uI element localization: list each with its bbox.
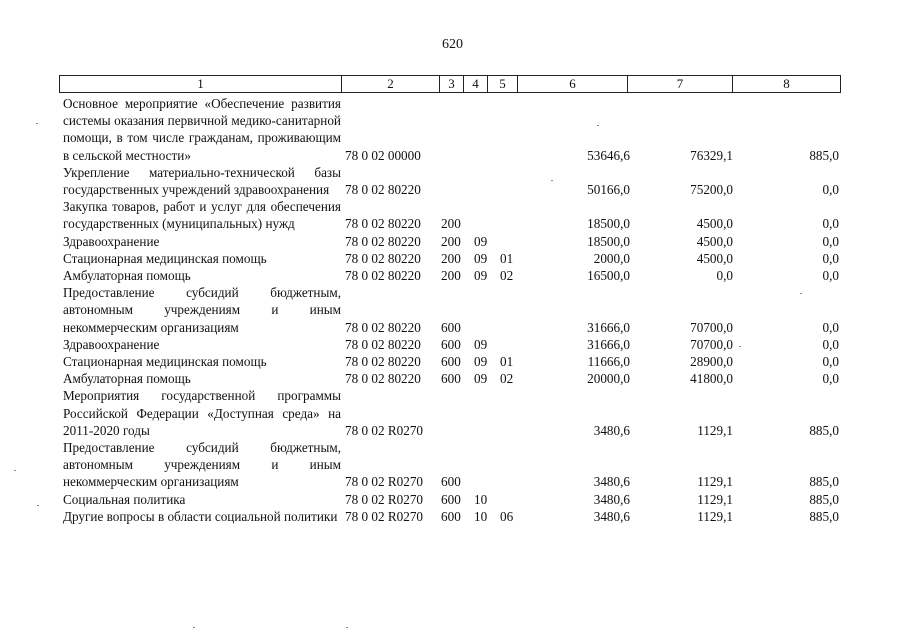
table-row (59, 233, 841, 250)
row-description: Другие вопросы в области социальной политики (63, 508, 338, 524)
table-row (59, 439, 841, 491)
subsection: 02 (500, 268, 514, 284)
amount-col-7: 4500,0 (696, 233, 733, 249)
subsection: 01 (500, 250, 514, 266)
budget-code: 78 0 02 00000 (345, 147, 421, 163)
amount-col-7: 4500,0 (696, 216, 733, 232)
row-description: Предоставление субсидий бюджетным, автономным учреждениям и иным некоммерческим организациям (63, 440, 341, 490)
section: 09 (474, 371, 488, 387)
row-description: Предоставление субсидий бюджетным, автономным учреждениям и иным некоммерческим организациям (63, 285, 341, 335)
table-body (59, 95, 841, 525)
table-row (59, 198, 841, 232)
amount-col-8: 0,0 (822, 233, 839, 249)
budget-code: 78 0 02 R0270 (345, 508, 424, 524)
amount-col-7: 75200,0 (690, 182, 733, 198)
table-row (59, 336, 841, 353)
amount-col-8: 0,0 (822, 182, 839, 198)
row-description: Социальная политика (63, 491, 186, 507)
header-col-1: 1 (60, 76, 342, 92)
amount-col-8: 0,0 (822, 268, 839, 284)
amount-col-8: 0,0 (822, 216, 839, 232)
row-description: Амбулаторная помощь (63, 268, 191, 284)
header-col-6: 6 (518, 76, 628, 92)
subsection: 01 (500, 354, 514, 370)
scan-speck (739, 346, 741, 347)
amount-col-8: 0,0 (822, 371, 839, 387)
expense-type: 600 (441, 508, 461, 524)
table-row (59, 370, 841, 387)
amount-col-8: 885,0 (809, 491, 839, 507)
amount-col-6: 18500,0 (587, 233, 630, 249)
subsection: 06 (500, 508, 514, 524)
page-number: 620 (442, 37, 463, 52)
amount-col-7: 1129,1 (697, 474, 733, 490)
budget-code: 78 0 02 80220 (345, 182, 421, 198)
header-col-3: 3 (440, 76, 464, 92)
table-row (59, 508, 841, 525)
scan-speck (37, 505, 39, 506)
expense-type: 200 (441, 216, 461, 232)
expense-type: 600 (441, 319, 461, 335)
section: 09 (474, 250, 488, 266)
expense-type: 200 (441, 250, 461, 266)
row-description: Мероприятия государственной программы Российской Федерации «Доступная среда» на 2011-2020 годы (63, 388, 341, 438)
expense-type: 200 (441, 233, 461, 249)
amount-col-6: 2000,0 (593, 250, 630, 266)
table-row (59, 250, 841, 267)
amount-col-7: 41800,0 (690, 371, 733, 387)
table-row (59, 284, 841, 336)
budget-code: 78 0 02 R0270 (345, 422, 424, 438)
section: 09 (474, 354, 488, 370)
amount-col-7: 28900,0 (690, 354, 733, 370)
amount-col-8: 0,0 (822, 354, 839, 370)
budget-code: 78 0 02 80220 (345, 233, 421, 249)
scan-speck (597, 125, 599, 126)
scan-speck (346, 627, 348, 628)
scan-speck (36, 123, 38, 124)
row-description: Здравоохранение (63, 336, 160, 352)
table-row (59, 164, 841, 198)
amount-col-6: 3480,6 (593, 508, 630, 524)
budget-code: 78 0 02 80220 (345, 250, 421, 266)
expense-type: 600 (441, 491, 461, 507)
row-description: Стационарная медицинская помощь (63, 354, 267, 370)
budget-code: 78 0 02 80220 (345, 216, 421, 232)
expense-type: 200 (441, 268, 461, 284)
table-row (59, 387, 841, 439)
amount-col-8: 0,0 (822, 250, 839, 266)
amount-col-7: 70700,0 (690, 336, 733, 352)
row-description: Здравоохранение (63, 233, 160, 249)
header-col-8: 8 (783, 76, 790, 91)
expense-type: 600 (441, 371, 461, 387)
scan-speck (551, 180, 553, 181)
table-header (59, 75, 841, 93)
amount-col-8: 885,0 (809, 422, 839, 438)
budget-code: 78 0 02 R0270 (345, 491, 424, 507)
table-row (59, 491, 841, 508)
amount-col-7: 0,0 (716, 268, 733, 284)
expense-type: 600 (441, 336, 461, 352)
budget-code: 78 0 02 R0270 (345, 474, 424, 490)
amount-col-6: 20000,0 (587, 371, 630, 387)
section: 10 (474, 491, 488, 507)
header-col-2: 2 (342, 76, 440, 92)
amount-col-8: 885,0 (809, 508, 839, 524)
amount-col-6: 3480,6 (593, 474, 630, 490)
table-row (59, 353, 841, 370)
budget-code: 78 0 02 80220 (345, 319, 421, 335)
table-row (59, 267, 841, 284)
budget-code: 78 0 02 80220 (345, 268, 421, 284)
amount-col-6: 31666,0 (587, 319, 630, 335)
amount-col-6: 16500,0 (587, 268, 630, 284)
header-col-5: 5 (488, 76, 518, 92)
amount-col-6: 31666,0 (587, 336, 630, 352)
header-col-7: 7 (628, 76, 733, 92)
expense-type: 600 (441, 474, 461, 490)
amount-col-6: 53646,6 (587, 147, 630, 163)
amount-col-7: 1129,1 (697, 508, 733, 524)
amount-col-6: 3480,6 (593, 491, 630, 507)
amount-col-6: 3480,6 (593, 422, 630, 438)
amount-col-6: 18500,0 (587, 216, 630, 232)
amount-col-6: 50166,0 (587, 182, 630, 198)
section: 09 (474, 268, 488, 284)
header-col-4: 4 (464, 76, 488, 92)
table-row (59, 95, 841, 164)
amount-col-7: 70700,0 (690, 319, 733, 335)
scan-speck (14, 470, 16, 471)
section: 09 (474, 336, 488, 352)
amount-col-7: 1129,1 (697, 491, 733, 507)
section: 09 (474, 233, 488, 249)
expense-type: 600 (441, 354, 461, 370)
scan-speck (800, 293, 802, 294)
budget-code: 78 0 02 80220 (345, 371, 421, 387)
section: 10 (474, 508, 488, 524)
scan-speck (193, 627, 195, 628)
row-description: Закупка товаров, работ и услуг для обеспечения государственных (муниципальных) нужд (63, 199, 341, 232)
amount-col-8: 885,0 (809, 147, 839, 163)
budget-code: 78 0 02 80220 (345, 354, 421, 370)
amount-col-7: 4500,0 (696, 250, 733, 266)
row-description: Стационарная медицинская помощь (63, 250, 267, 266)
amount-col-8: 0,0 (822, 336, 839, 352)
amount-col-8: 0,0 (822, 319, 839, 335)
row-description: Основное мероприятие «Обеспечение развития системы оказания первичной медико-санитарной помощи, в том числе гражданам, проживающим в сельской местности» (63, 96, 341, 163)
row-description: Укрепление материально-технической базы государственных учреждений здравоохранения (63, 164, 341, 198)
amount-col-7: 1129,1 (697, 422, 733, 438)
row-description: Амбулаторная помощь (63, 371, 191, 387)
amount-col-8: 885,0 (809, 474, 839, 490)
amount-col-7: 76329,1 (690, 147, 733, 163)
budget-code: 78 0 02 80220 (345, 336, 421, 352)
amount-col-6: 11666,0 (587, 354, 630, 370)
subsection: 02 (500, 371, 514, 387)
